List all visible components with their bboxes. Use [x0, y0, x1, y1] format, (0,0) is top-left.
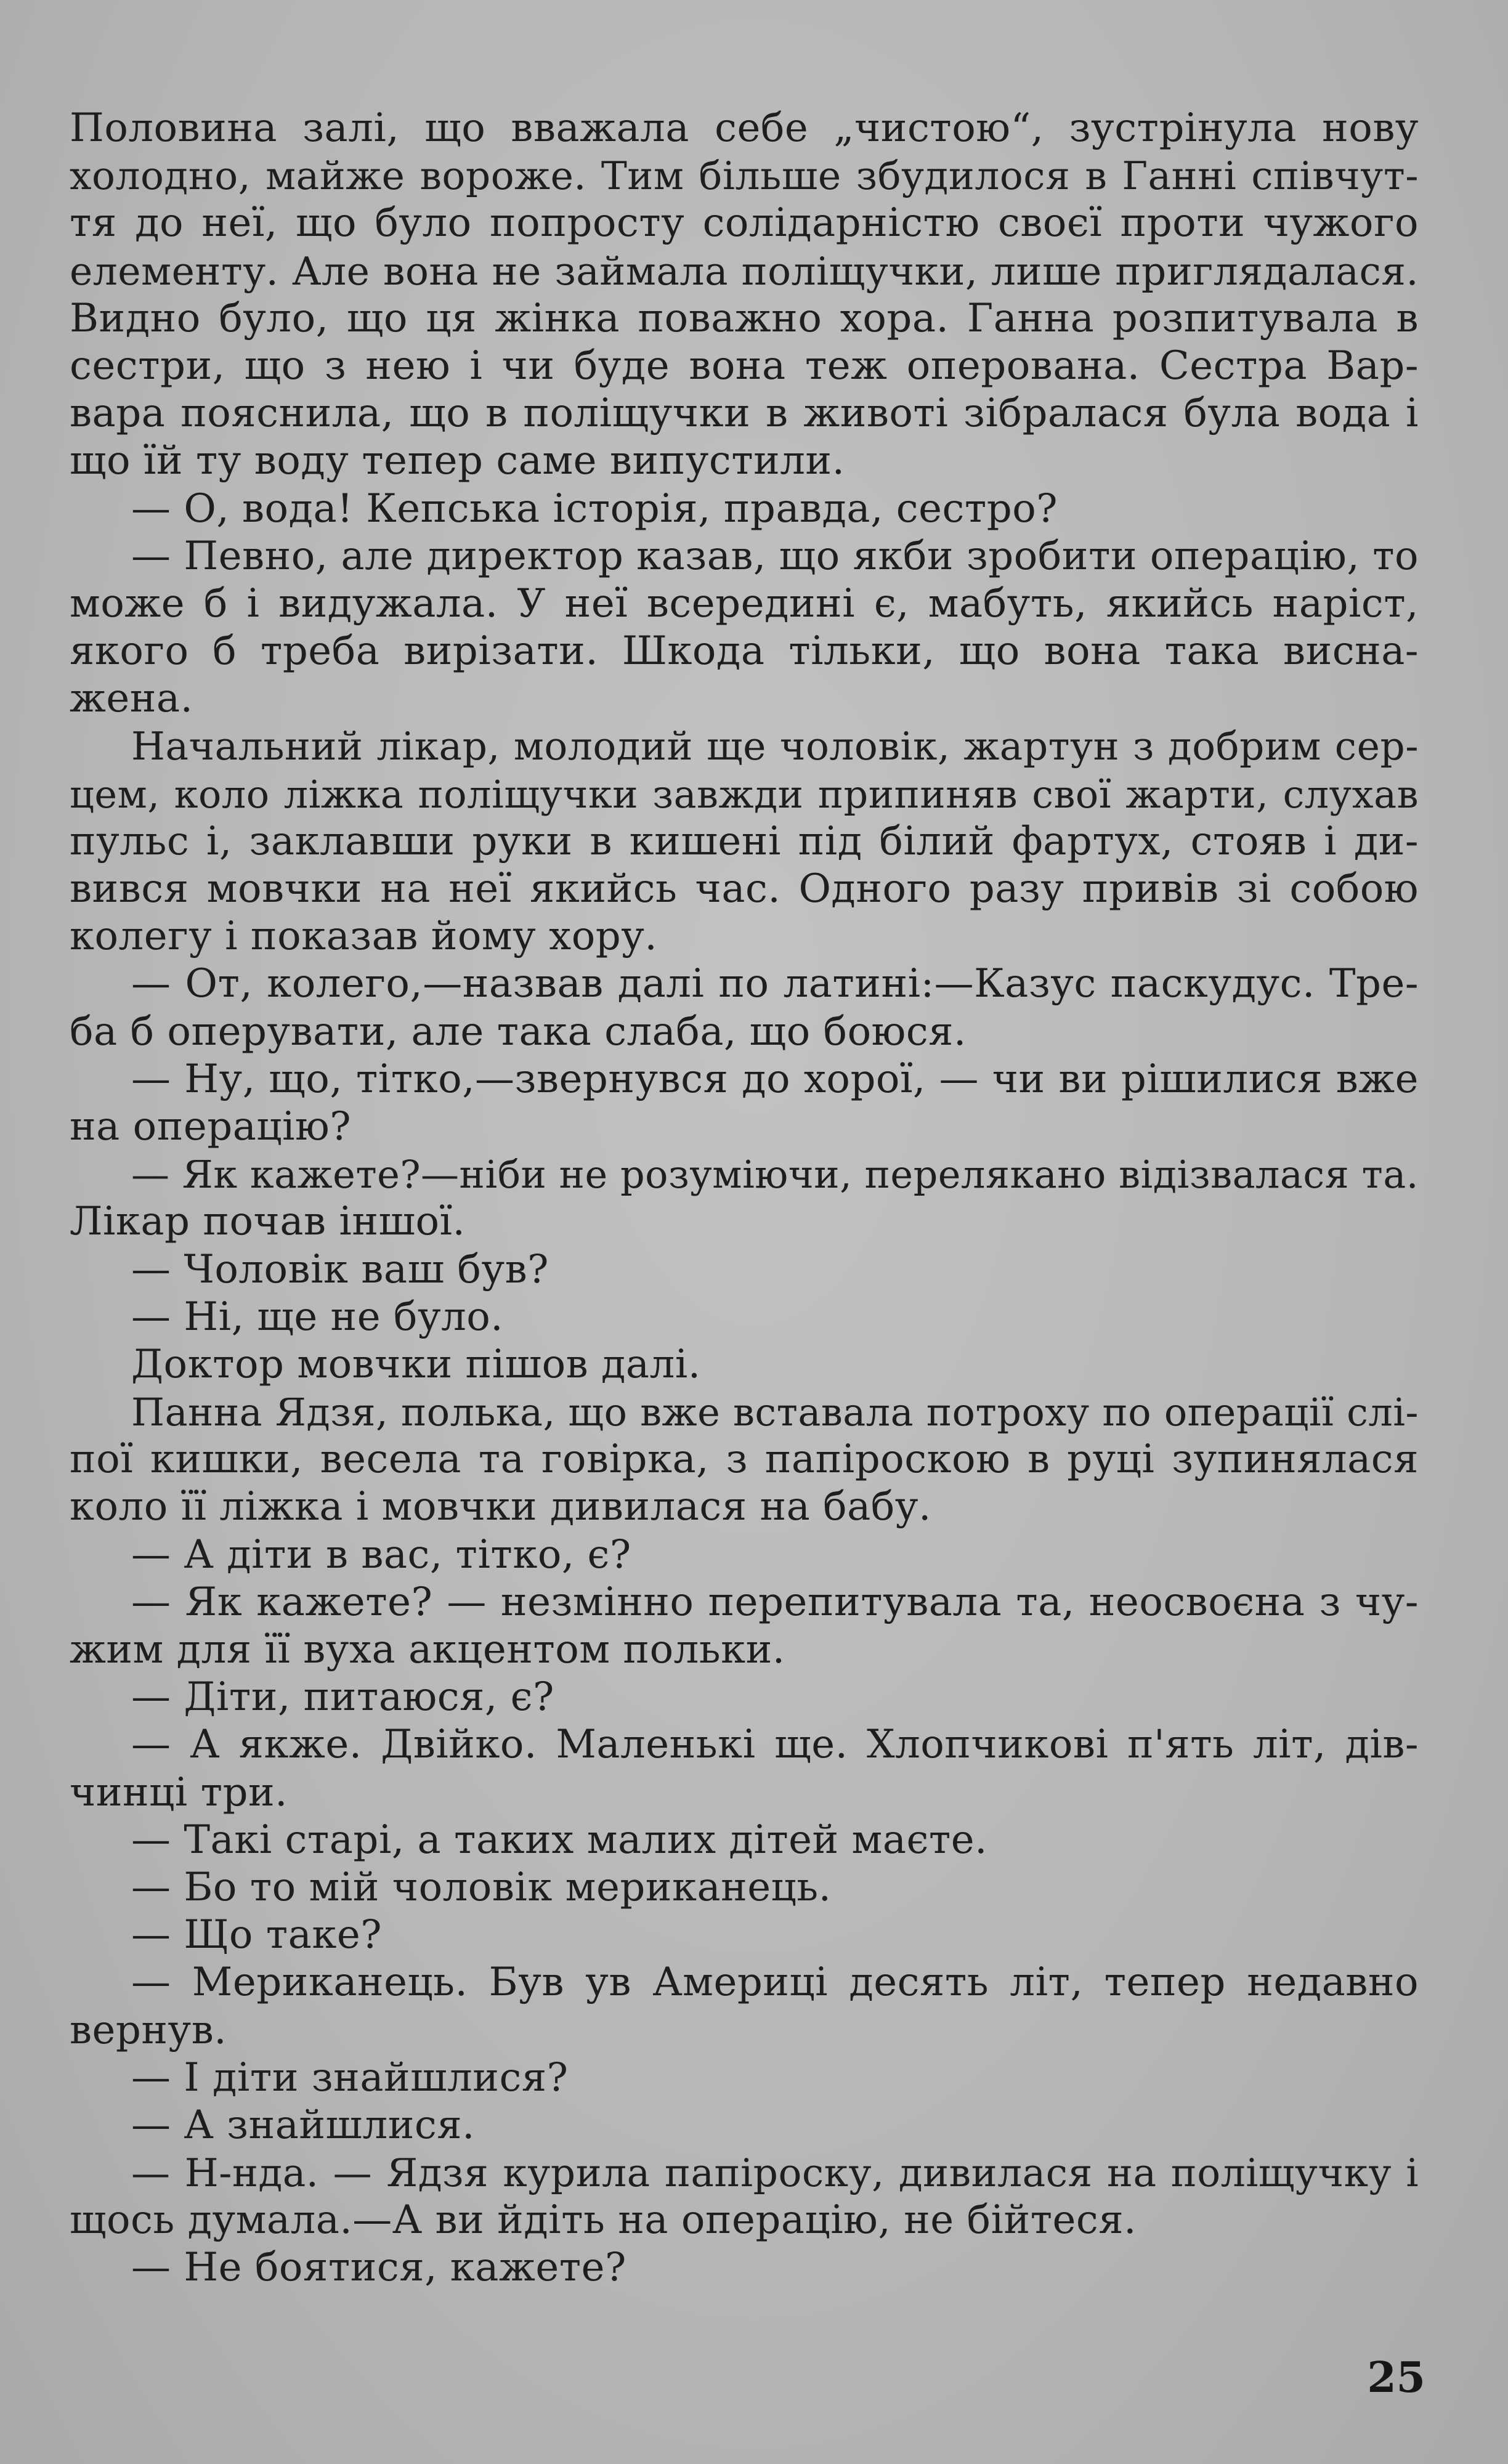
text-line: — Певно, але директор казав, що якби зробити операцію, то: [131, 533, 1419, 579]
text-line: вився мовчки на неї якийсь час. Одного разу привів зі собою: [70, 866, 1419, 912]
text-line: ба б оперувати, але така слаба, що боюся.: [70, 1008, 967, 1055]
text-line: Начальний лікар, молодий ще чоловік, жартун з добрим сер-: [131, 724, 1419, 769]
text-line: якого б треба вирізати. Шкода тільки, що вона така висна-: [70, 628, 1419, 675]
text-line: що їй ту воду тепер саме випустили.: [70, 438, 845, 484]
text-line: Панна Ядзя, полька, що вже вставала потроху по операції слі-: [131, 1390, 1419, 1435]
text-line: — Н-нда. — Ядзя курила папіроску, дивилася на поліщучку і: [131, 2150, 1419, 2196]
text-line: холодно, майже вороже. Тим більше збудилося в Ганні співчут-: [70, 153, 1419, 199]
text-line: на операцію?: [70, 1103, 351, 1149]
text-line: — О, вода! Кепська історія, правда, сестро?: [131, 485, 1058, 532]
text-line: — А діти в вас, тітко, є?: [131, 1531, 631, 1578]
text-line: — Чоловік ваш був?: [131, 1246, 549, 1292]
text-line: — Як кажете? — незмінно перепитувала та, неосвоєна з чу-: [131, 1579, 1419, 1625]
text-line: — І діти знайшлися?: [131, 2054, 569, 2101]
text-line: — Бо то мій чоловік мериканець.: [131, 1864, 832, 1910]
text-line: Половина залі, що вважала себе „чистою“, зустрінула нову: [70, 105, 1419, 151]
text-line: — От, колего,—назвав далі по латині:—Казус паскудус. Тре-: [131, 961, 1419, 1007]
text-line: цем, коло ліжка поліщучки завжди припиняв свої жарти, слухав: [70, 771, 1419, 817]
text-line: вара пояснила, що в поліщучки в животі зібралася була вода і: [70, 391, 1419, 437]
text-line: елементу. Але вона не займала поліщучки, лише приглядалася.: [70, 248, 1419, 294]
text-line: — Ні, ще не було.: [131, 1294, 504, 1340]
text-line: Лікар почав іншої.: [70, 1199, 466, 1245]
text-line: пульс і, заклавши руки в кишені під білий фартух, стояв і ди-: [70, 818, 1419, 864]
text-line: колегу і показав йому хору.: [70, 914, 658, 960]
text-line: пої кишки, весела та говірка, з папіроскою в руці зупинялася: [70, 1437, 1419, 1483]
text-line: — Такі старі, а таких малих дітей маєте.: [131, 1817, 987, 1863]
text-line: Доктор мовчки пішов далі.: [131, 1341, 701, 1387]
text-line: Видно було, що ця жінка поважно хора. Ганна розпитувала в: [70, 295, 1419, 341]
text-line: чинці три.: [70, 1769, 288, 1815]
body-text: [70, 105, 1419, 2292]
text-line: — А знайшлися.: [131, 2102, 475, 2148]
text-line: вернув.: [70, 2007, 227, 2053]
text-line: жим для її вуха акцентом польки.: [70, 1627, 785, 1672]
text-line: — Як кажете?—ніби не розуміючи, перелякано відізвалася та.: [131, 1152, 1419, 1198]
text-line: сестри, що з нею і чи буде вона теж оперована. Сестра Вар-: [70, 342, 1419, 389]
text-line: жена.: [70, 676, 193, 722]
text-line: — Діти, питаюся, є?: [131, 1674, 554, 1720]
text-line: — Що таке?: [131, 1912, 382, 1958]
text-line: коло її ліжка і мовчки дивилася на бабу.: [70, 1484, 931, 1530]
text-line: щось думала.—А ви йдіть на операцію, не бійтеся.: [70, 2197, 1137, 2243]
text-line: може б і видужала. У неї всередині є, мабуть, якийсь наріст,: [70, 580, 1419, 626]
text-line: — Не боятися, кажете?: [131, 2245, 626, 2291]
text-line: — Мериканець. Був ув Америці десять літ, тепер недавно: [131, 1959, 1419, 2006]
text-line: тя до неї, що було попросту солідарністю своєї проти чужого: [70, 200, 1419, 246]
text-line: — А якже. Двійко. Маленькі ще. Хлопчикові п'ять літ, дів-: [131, 1722, 1419, 1768]
text-line: — Ну, що, тітко,—звернувся до хорої, — чи ви рішилися вже: [131, 1056, 1419, 1102]
page-number: 25: [1367, 2353, 1425, 2402]
